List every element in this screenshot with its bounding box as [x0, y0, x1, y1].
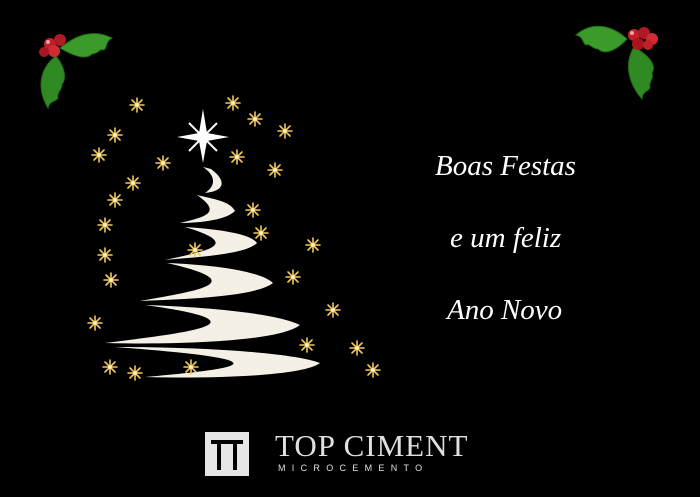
logo-mark-icon: [205, 432, 249, 476]
holly-decoration-right: [572, 15, 672, 105]
brand-subtitle: MICROCEMENTO: [278, 463, 429, 473]
greeting-line-2: e um feliz: [450, 222, 562, 254]
christmas-tree-illustration: [85, 95, 395, 390]
brand-logo: [205, 428, 505, 478]
greeting-line-1: Boas Festas: [435, 150, 576, 182]
greeting-line-3: Ano Novo: [447, 294, 563, 326]
brand-name: TOP CIMENT: [275, 428, 469, 463]
